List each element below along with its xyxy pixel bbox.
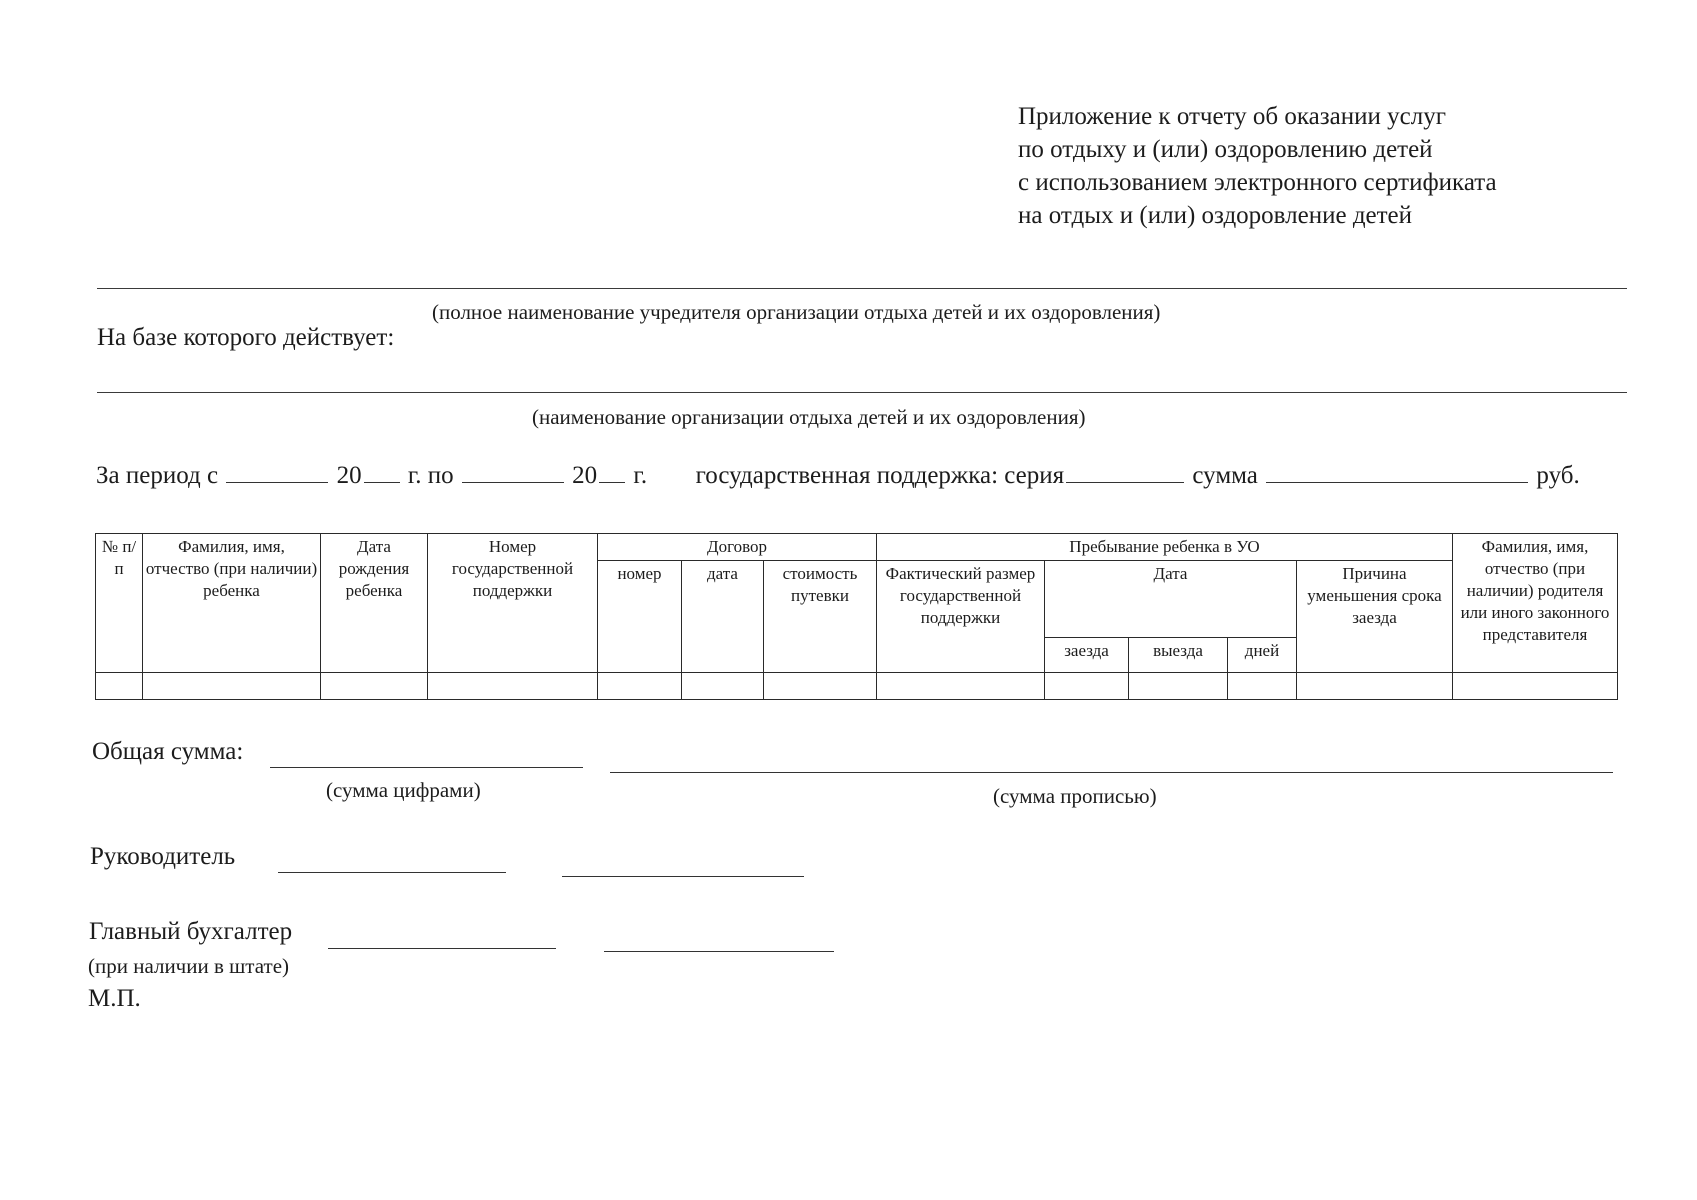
founder-caption: (полное наименование учредителя организации отдыха детей и их оздоровления): [432, 300, 1161, 324]
support-series-blank: [1066, 481, 1184, 483]
header-line-2: по отдыху и (или) оздоровлению детей: [1018, 136, 1433, 163]
header-line-4: на отдых и (или) оздоровление детей: [1018, 202, 1413, 229]
header-support-number: Номер государственной поддержки: [428, 534, 598, 673]
table-cell: [682, 673, 764, 700]
table-row: [96, 673, 1618, 700]
table-cell: [428, 673, 598, 700]
period-from-day-blank: [226, 481, 328, 483]
head-name-line: [562, 876, 804, 877]
year-suffix-2: г.: [633, 462, 648, 489]
header-reduction-reason: Причина уменьшения срока заезда: [1297, 561, 1453, 673]
base-label: На базе которого действует:: [97, 324, 395, 351]
total-words-caption: (сумма прописью): [993, 784, 1157, 808]
total-label: Общая сумма:: [92, 738, 244, 765]
header-contract-number: номер: [598, 561, 682, 673]
table-cell: [1297, 673, 1453, 700]
header-contract-date: дата: [682, 561, 764, 673]
header-stay-group: Пребывание ребенка в УО: [877, 534, 1453, 561]
period-row: [96, 462, 1580, 490]
header-date-group: Дата: [1045, 561, 1297, 638]
table-cell: [598, 673, 682, 700]
accountant-signature-line: [328, 948, 556, 949]
header-child-name: Фамилия, имя, отчество (при наличии) ребенка: [143, 534, 321, 673]
period-to-day-blank: [462, 481, 564, 483]
header-num: № п/п: [96, 534, 143, 673]
accountant-label: Главный бухгалтер: [89, 918, 293, 945]
header-arrival: заезда: [1045, 637, 1129, 673]
header-line-3: с использованием электронного сертификата: [1018, 169, 1497, 196]
header-actual-support: Фактический размер государственной поддержки: [877, 561, 1045, 673]
appendix-header: [1018, 100, 1638, 232]
table-cell: [96, 673, 143, 700]
header-birth-date: Дата рождения ребенка: [321, 534, 428, 673]
header-parent-name: Фамилия, имя, отчество (при наличии) родителя или иного законного представителя: [1453, 534, 1618, 673]
founder-name-line: [97, 288, 1627, 289]
total-digits-line: [270, 767, 583, 768]
total-words-line: [610, 772, 1613, 773]
accountant-name-line: [604, 951, 834, 952]
table-cell: [321, 673, 428, 700]
table-cell: [764, 673, 877, 700]
header-contract-group: Договор: [598, 534, 877, 561]
stamp-label: М.П.: [88, 985, 141, 1012]
table-cell: [143, 673, 321, 700]
table-cell: [1453, 673, 1618, 700]
year-2-blank: [599, 481, 625, 483]
header-days: дней: [1228, 637, 1297, 673]
year-1-blank: [364, 481, 400, 483]
year-prefix-1: 20: [336, 462, 362, 489]
head-signature-line: [278, 872, 506, 873]
org-caption: (наименование организации отдыха детей и их оздоровления): [532, 405, 1086, 429]
table-cell: [1228, 673, 1297, 700]
table-cell: [1129, 673, 1228, 700]
header-contract-cost: стоимость путевки: [764, 561, 877, 673]
org-name-line: [97, 392, 1627, 393]
year-prefix-2: 20: [572, 462, 598, 489]
sum-blank: [1266, 481, 1528, 483]
period-from-label: За период с: [96, 462, 219, 489]
currency-label: руб.: [1536, 462, 1580, 489]
year-suffix-1: г. по: [407, 462, 454, 489]
header-departure: выезда: [1129, 637, 1228, 673]
children-table: [95, 533, 1618, 700]
table-cell: [877, 673, 1045, 700]
sum-label: сумма: [1192, 462, 1258, 489]
support-label: государственная поддержка: серия: [695, 462, 1065, 489]
table-cell: [1045, 673, 1129, 700]
accountant-note: (при наличии в штате): [88, 954, 290, 978]
head-label: Руководитель: [90, 843, 236, 870]
header-line-1: Приложение к отчету об оказании услуг: [1018, 103, 1446, 130]
total-digits-caption: (сумма цифрами): [326, 778, 481, 802]
